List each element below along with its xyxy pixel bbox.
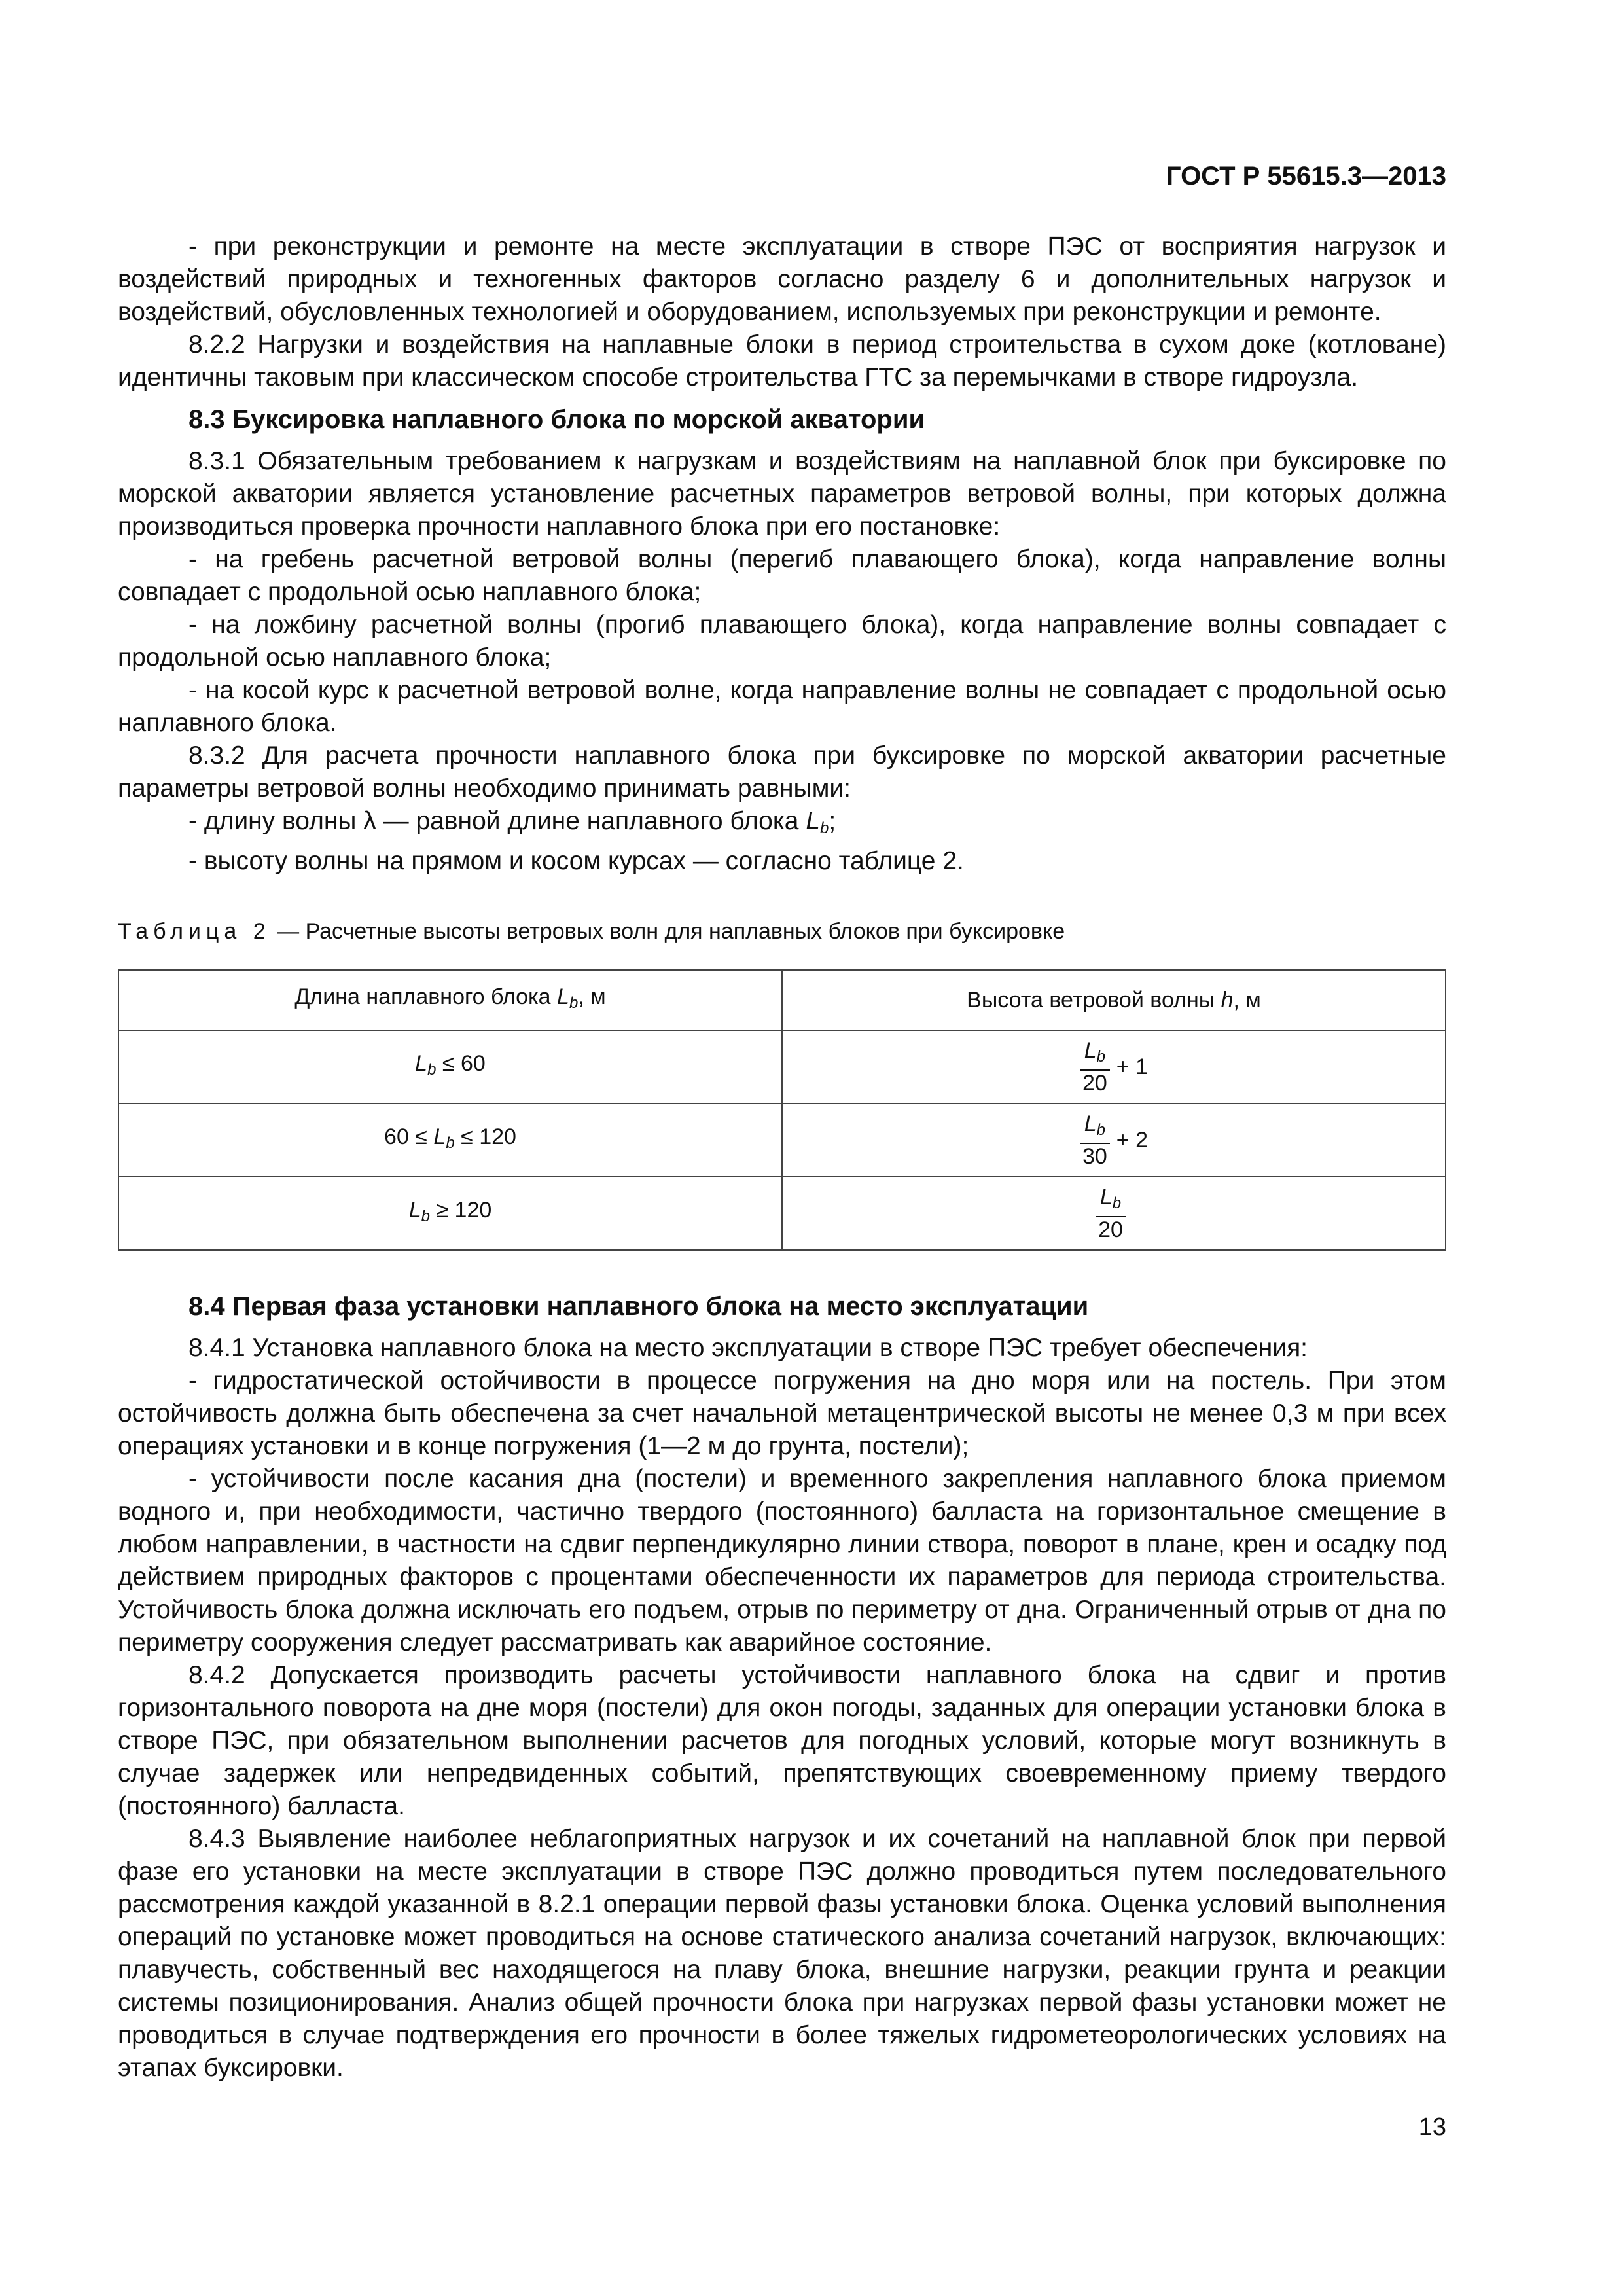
paragraph: - при реконструкции и ремонте на месте эксплуатации в створе ПЭС от восприятия нагрузок и воздействий природных и техногенных факторов согласно разделу 6 и дополнительных нагрузок и воздействий, обусловленных технологией и оборудованием, используемых при реконструкции и ремонте. <box>118 232 1446 326</box>
subscript: b <box>820 819 829 837</box>
text: ≥ 120 <box>430 1198 492 1223</box>
text: Высота ветровой волны <box>967 988 1221 1013</box>
height-cell <box>782 1177 1446 1250</box>
paragraph: 8.4.3 Выявление наиболее неблагоприятных нагрузок и их сочетаний на наплавной блок при первой фазе его установки на месте эксплуатации в створе ПЭС должно проводиться путем последовательного рассмотрения каждой указанной в 8.2.1 операции первой фазы установки блока. Оценка условий выполнения операций по установке может проводиться на основе статического анализа сочетаний нагрузок, включающих: плавучесть, собственный вес находящегося на плаву блока, внешние нагрузки, реакции грунта и реакции системы позиционирования. Анализ общей прочности блока при нагрузках первой фазы установки может не проводиться в случае подтверждения его прочности в более тяжелых гидрометеорологических условиях на этапах буксировки. <box>118 1825 1446 2082</box>
paragraph: - на гребень расчетной ветровой волны (перегиб плавающего блока), когда направление волны совпадает с продольной осью наплавного блока; <box>118 545 1446 606</box>
paragraph: 8.4.2 Допускается производить расчеты устойчивости наплавного блока на сдвиг и против горизонтального поворота на дне моря (постели) для окон погоды, заданных для операции установки блока в створе ПЭС, при обязательном выполнении расчетов для погодных условий, которые могут возникнуть в случае задержек или непредвиденных событий, препятствующих своевременному приему твердого (постоянного) балласта. <box>118 1661 1446 1820</box>
column-header-height <box>782 970 1446 1030</box>
paragraph: - на косой курс к расчетной ветровой волне, когда направление волны не совпадает с продольной осью наплавного блока. <box>118 676 1446 737</box>
table-header-row <box>118 970 1446 1030</box>
symbol-l: L <box>557 984 569 1009</box>
page-number: 13 <box>1418 2113 1446 2141</box>
subscript: b <box>1112 1194 1122 1212</box>
page-content <box>118 230 1446 2085</box>
subscript: b <box>446 1134 455 1152</box>
table-caption <box>118 917 1446 946</box>
section-heading-8-4: 8.4 Первая фаза установки наплавного блока на место эксплуатации <box>188 1292 1089 1321</box>
numerator <box>1096 1185 1126 1217</box>
height-cell <box>782 1103 1446 1177</box>
paragraph: 8.4.1 Установка наплавного блока на место эксплуатации в створе ПЭС требует обеспечения: <box>188 1334 1308 1362</box>
subscript: b <box>427 1061 437 1079</box>
fraction <box>1096 1185 1126 1242</box>
symbol-l: L <box>415 1051 428 1076</box>
denominator: 20 <box>1098 1217 1123 1242</box>
denominator: 30 <box>1082 1144 1107 1169</box>
symbol-l: L <box>806 807 820 835</box>
table-row <box>118 1030 1446 1103</box>
wave-height-table <box>118 969 1446 1251</box>
table-caption-label: Таблица 2 <box>118 919 271 944</box>
text: ; <box>829 807 836 835</box>
paragraph: 8.3.1 Обязательным требованием к нагрузкам и воздействиям на наплавной блок при буксировке по морской акватории является установление расчетных параметров ветровой волны, при которых должна производиться проверка прочности наплавного блока при его постановке: <box>118 447 1446 541</box>
paragraph <box>118 805 1446 845</box>
fraction <box>1080 1111 1110 1169</box>
document-id: ГОСТ Р 55615.3—2013 <box>1166 162 1446 190</box>
paragraph: - гидростатической остойчивости в процессе погружения на дно моря или на постель. При этом остойчивость должна быть обеспечена за счет начальной метацентрической высоты не менее 0,3 м при всех операциях установки и в конце погружения (1—2 м до грунта, постели); <box>118 1367 1446 1460</box>
numerator <box>1080 1111 1110 1144</box>
text: 60 ≤ <box>384 1124 434 1149</box>
subscript: b <box>421 1208 430 1225</box>
text: ≤ 120 <box>454 1124 516 1149</box>
paragraph: - устойчивости после касания дна (постели) и временного закрепления наплавного блока приемом водного и, при необходимости, частично твердого (постоянного) балласта на горизонтальное смещение в любом направлении, в частности на сдвиг перпендикулярно линии створа, поворот в плане, крен и осадку под действием природных факторов с процентами обеспеченности их параметров для периода строительства. Устойчивость блока должна исключать его подъем, отрыв по периметру от дна. Ограниченный отрыв от дна по периметру сооружения следует рассматривать как аварийное состояние. <box>118 1465 1446 1657</box>
table-row <box>118 1177 1446 1250</box>
fraction <box>1080 1038 1110 1096</box>
paragraph: - высоту волны на прямом и косом курсах — согласно таблице 2. <box>188 847 964 875</box>
denominator: 20 <box>1082 1071 1107 1096</box>
table-caption-text: — Расчетные высоты ветровых волн для наплавных блоков при буксировке <box>270 919 1065 944</box>
text: - длину волны λ — равной длине наплавного блока <box>188 807 806 835</box>
subscript: b <box>569 994 579 1012</box>
subscript: b <box>1096 1048 1106 1066</box>
length-cell <box>118 1030 782 1103</box>
section-heading-8-3: 8.3 Буксировка наплавного блока по морской акватории <box>188 405 925 434</box>
text: Длина наплавного блока <box>294 984 558 1009</box>
symbol-l: L <box>433 1124 446 1149</box>
paragraph: - на ложбину расчетной волны (прогиб плавающего блока), когда направление волны совпадает с продольной осью наплавного блока; <box>118 611 1446 672</box>
text: ≤ 60 <box>436 1051 486 1076</box>
addend: + 1 <box>1116 1054 1149 1079</box>
symbol-h: h <box>1221 988 1234 1013</box>
symbol-l: L <box>1084 1038 1097 1063</box>
paragraph: 8.3.2 Для расчета прочности наплавного блока при буксировке по морской акватории расчетные параметры ветровой волны необходимо принимать равными: <box>118 742 1446 802</box>
symbol-l: L <box>1084 1111 1097 1136</box>
column-header-length <box>118 970 782 1030</box>
addend: + 2 <box>1116 1128 1149 1153</box>
subscript: b <box>1096 1121 1106 1139</box>
length-cell <box>118 1177 782 1250</box>
symbol-l: L <box>408 1198 421 1223</box>
text: , м <box>578 984 606 1009</box>
length-cell <box>118 1103 782 1177</box>
numerator <box>1080 1038 1110 1071</box>
height-cell <box>782 1030 1446 1103</box>
text: , м <box>1233 988 1261 1013</box>
symbol-l: L <box>1099 1185 1113 1210</box>
table-row <box>118 1103 1446 1177</box>
paragraph: 8.2.2 Нагрузки и воздействия на наплавные блоки в период строительства в сухом доке (котловане) идентичны таковым при классическом способе строительства ГТС за перемычками в створе гидроузла. <box>118 331 1446 391</box>
